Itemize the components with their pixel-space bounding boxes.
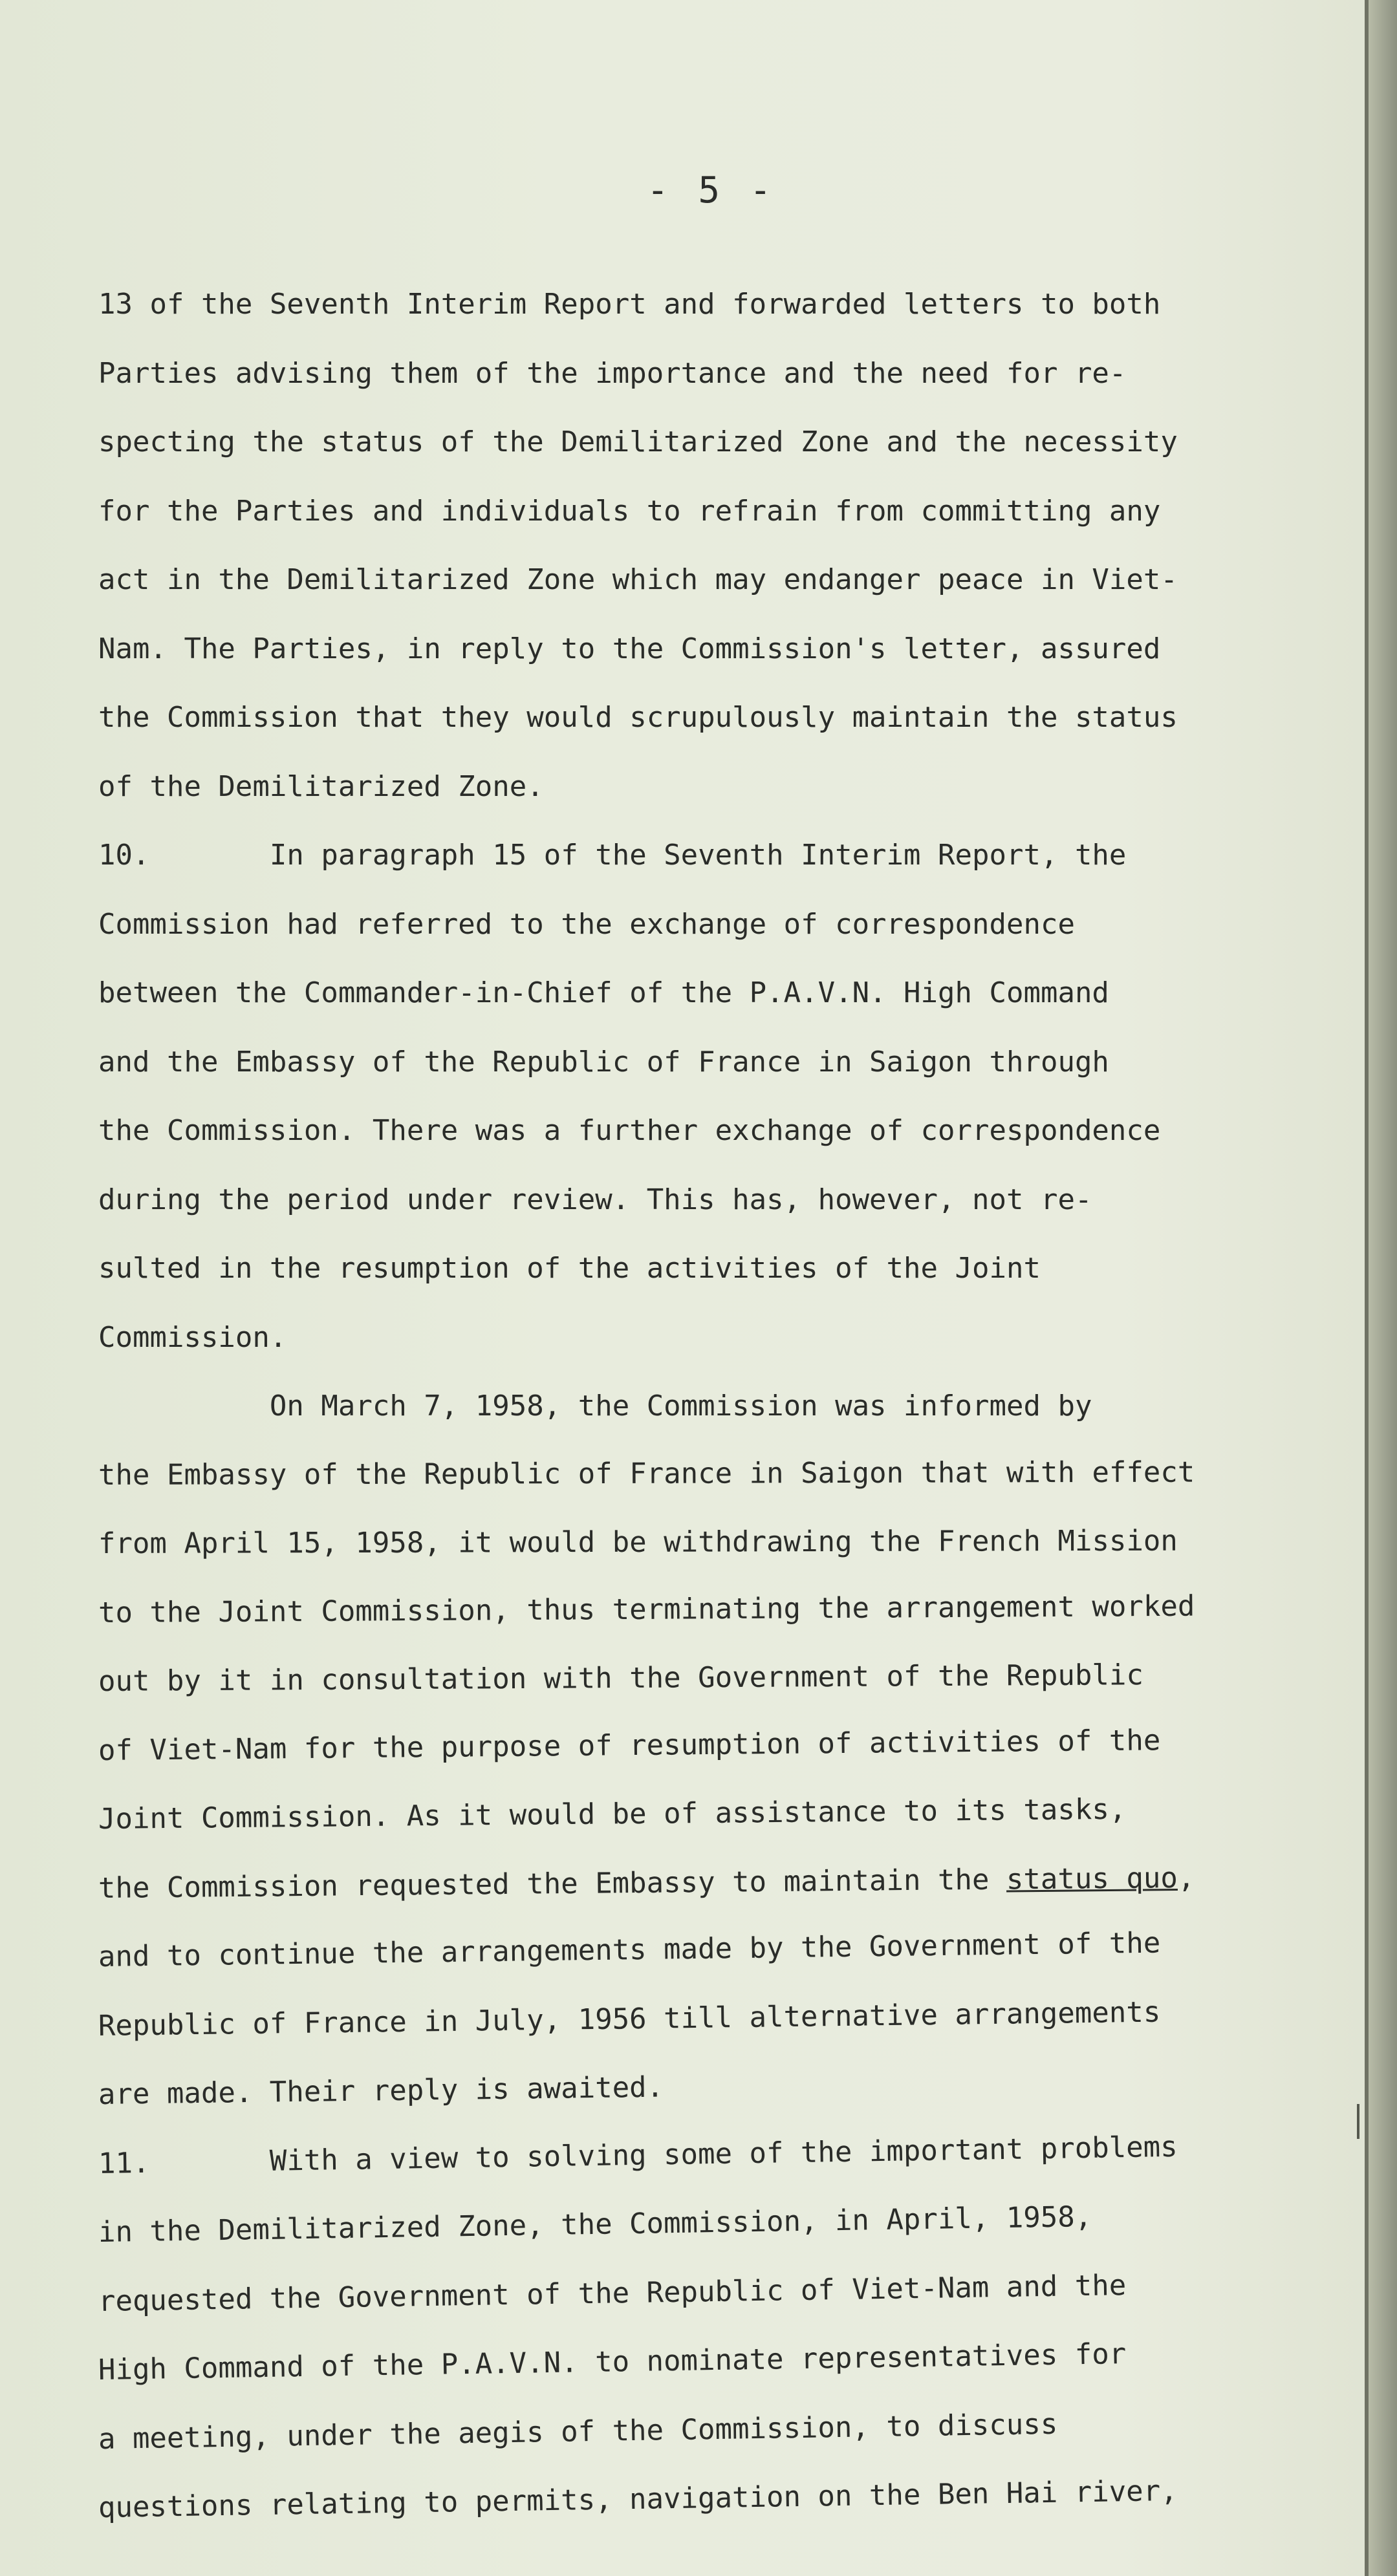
text-line: Republic of France in July, 1956 till alternative arrangements bbox=[98, 1995, 1161, 2043]
text-line: questions relating to permits, navigation on the Ben Hai river, bbox=[98, 2474, 1178, 2524]
text-line: Commission. bbox=[98, 1320, 287, 1354]
text-line: to the Joint Commission, thus terminating the arrangement worked bbox=[98, 1589, 1195, 1629]
text-line-status-quo: the Commission requested the Embassy to maintain the status quo, bbox=[98, 1861, 1195, 1905]
text-line: Joint Commission. As it would be of assistance to its tasks, bbox=[98, 1792, 1127, 1836]
document-body bbox=[98, 270, 1366, 2543]
text-line: the Commission. There was a further exchange of correspondence bbox=[98, 1114, 1161, 1147]
text-line: out by it in consultation with the Government of the Republic bbox=[98, 1658, 1144, 1698]
text-line: in the Demilitarized Zone, the Commission, in April, 1958, bbox=[98, 2200, 1092, 2249]
text-line: 11. With a view to solving some of the important problems bbox=[98, 2130, 1178, 2180]
text-line: of the Demilitarized Zone. bbox=[98, 769, 544, 803]
text-line: are made. Their reply is awaited. bbox=[98, 2070, 664, 2111]
text-line: requested the Government of the Republic of Viet-Nam and the bbox=[98, 2268, 1127, 2318]
margin-pencil-mark bbox=[1357, 2104, 1359, 2139]
text-line: Nam. The Parties, in reply to the Commission's letter, assured bbox=[98, 632, 1161, 665]
text-line: On March 7, 1958, the Commission was informed by bbox=[98, 1390, 1092, 1422]
text-line: during the period under review. This has, however, not re- bbox=[98, 1183, 1092, 1216]
text-line: and the Embassy of the Republic of France in Saigon through bbox=[98, 1045, 1109, 1079]
text-line: from April 15, 1958, it would be withdrawing the French Mission bbox=[98, 1524, 1178, 1560]
text-line: Parties advising them of the importance and the need for re- bbox=[98, 356, 1127, 390]
text-line: act in the Demilitarized Zone which may endanger peace in Viet- bbox=[98, 563, 1178, 596]
text-line: High Command of the P.A.V.N. to nominate representatives for bbox=[98, 2337, 1127, 2387]
text-line: of Viet-Nam for the purpose of resumption of activities of the bbox=[98, 1723, 1161, 1767]
status-quo-underlined: status quo bbox=[1006, 1861, 1178, 1896]
text-line: sulted in the resumption of the activities of the Joint bbox=[98, 1252, 1041, 1285]
text-line: the Commission that they would scrupulously maintain the status bbox=[98, 701, 1178, 734]
page-number: - 5 - bbox=[647, 169, 775, 211]
text-line: and to continue the arrangements made by the Government of the bbox=[98, 1926, 1161, 1973]
text-line: for the Parties and individuals to refrain from committing any bbox=[98, 494, 1161, 528]
text-line: between the Commander-in-Chief of the P.A.V.N. High Command bbox=[98, 976, 1109, 1009]
scanner-edge bbox=[1369, 0, 1397, 2576]
text-line: the Embassy of the Republic of France in Saigon that with effect bbox=[98, 1455, 1195, 1492]
text-line: 13 of the Seventh Interim Report and forwarded letters to both bbox=[98, 288, 1161, 321]
text-line: 10. In paragraph 15 of the Seventh Interim Report, the bbox=[98, 839, 1127, 872]
text-line: Commission had referred to the exchange of correspondence bbox=[98, 907, 1075, 941]
text-line: a meeting, under the aegis of the Commission, to discuss bbox=[98, 2407, 1058, 2456]
text-line: specting the status of the Demilitarized Zone and the necessity bbox=[98, 425, 1178, 458]
